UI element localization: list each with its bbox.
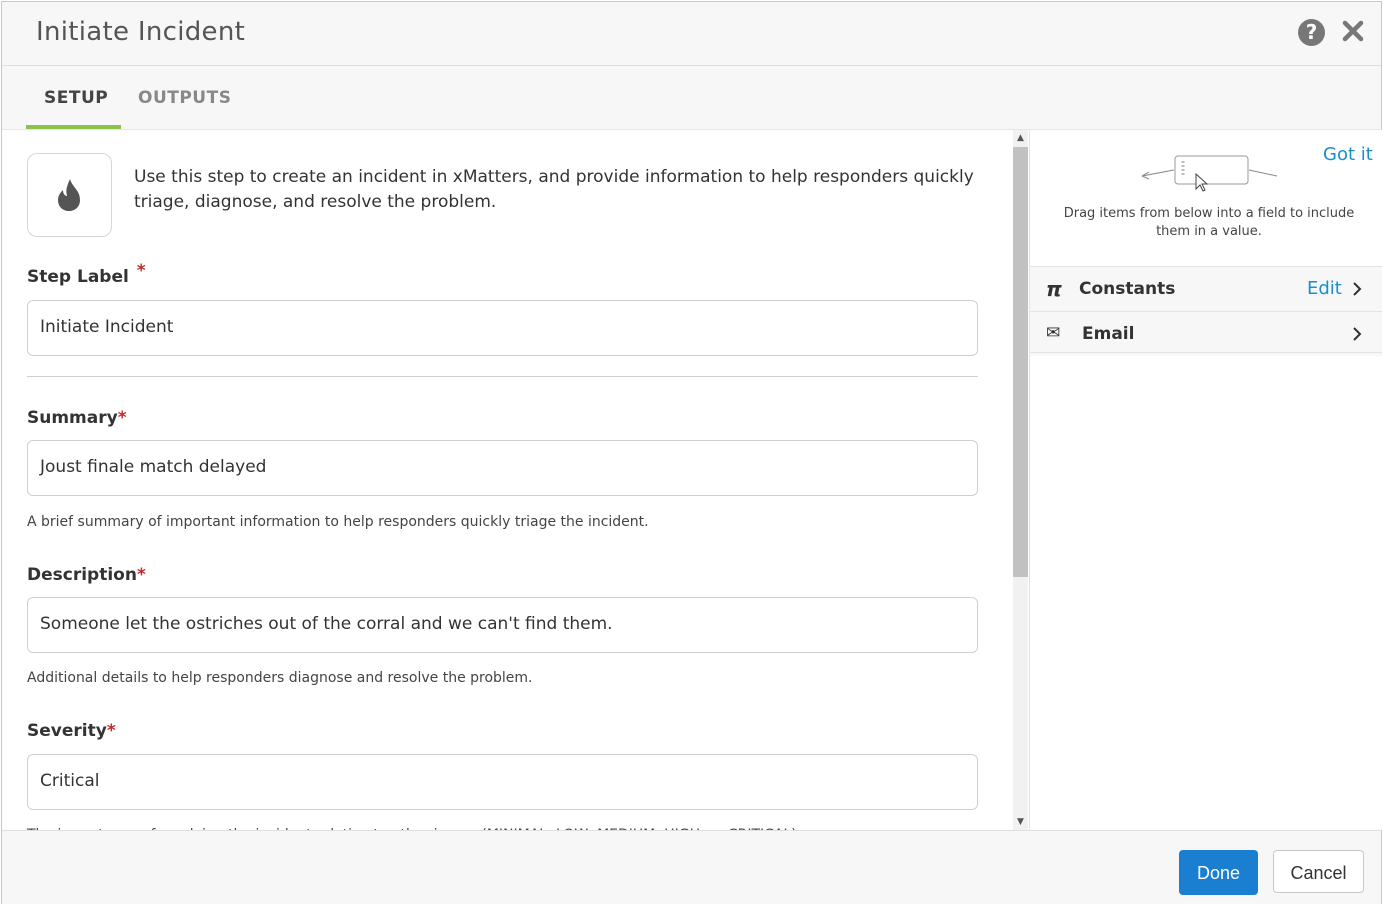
description-label: Description* bbox=[27, 565, 146, 585]
severity-value: Critical bbox=[40, 771, 100, 791]
dialog-header bbox=[2, 2, 1381, 66]
drag-items-panel bbox=[1029, 130, 1382, 830]
constants-label: Constants bbox=[1079, 279, 1176, 299]
step-icon-box bbox=[27, 153, 112, 237]
chevron-right-icon[interactable] bbox=[1350, 326, 1364, 342]
done-button[interactable]: Done bbox=[1179, 850, 1258, 895]
severity-field[interactable] bbox=[27, 754, 978, 810]
description-field[interactable] bbox=[27, 597, 978, 653]
severity-label: Severity* bbox=[27, 721, 116, 741]
description-hint: Additional details to help responders diagnose and resolve the problem. bbox=[27, 670, 533, 686]
initiate-incident-dialog bbox=[1, 1, 1382, 904]
email-label: Email bbox=[1082, 324, 1135, 344]
required-marker: * bbox=[136, 261, 146, 281]
scroll-up-icon[interactable]: ▲ bbox=[1017, 133, 1024, 143]
tab-bar bbox=[2, 66, 1381, 130]
active-tab-indicator bbox=[26, 125, 121, 129]
main-scrollbar[interactable] bbox=[1013, 130, 1028, 830]
section-divider bbox=[27, 376, 978, 377]
tab-setup[interactable]: SETUP bbox=[44, 88, 109, 108]
dialog-footer bbox=[2, 830, 1381, 904]
got-it-link[interactable]: Got it bbox=[1323, 144, 1373, 165]
description-value: Someone let the ostriches out of the corral and we can't find them. bbox=[40, 614, 613, 634]
drag-illustration-icon bbox=[1140, 154, 1280, 194]
required-marker: * bbox=[136, 565, 146, 585]
scroll-thumb[interactable] bbox=[1013, 147, 1028, 577]
summary-field[interactable] bbox=[27, 440, 978, 496]
fire-icon bbox=[28, 154, 111, 236]
pi-icon: π bbox=[1046, 277, 1062, 301]
email-section[interactable] bbox=[1030, 311, 1382, 356]
step-label-label: Step Label * bbox=[27, 261, 146, 287]
constants-section[interactable] bbox=[1030, 266, 1382, 311]
step-label-value: Initiate Incident bbox=[40, 317, 174, 337]
intro-text: Use this step to create an incident in xMatters, and provide information to help responders quickly triage, diagnose, and resolve the problem. bbox=[134, 167, 974, 212]
summary-label: Summary* bbox=[27, 408, 127, 428]
step-label-field[interactable] bbox=[27, 300, 978, 356]
help-icon[interactable]: ? bbox=[1298, 19, 1325, 46]
close-icon[interactable] bbox=[1340, 18, 1366, 44]
constants-edit-link[interactable]: Edit bbox=[1307, 278, 1342, 299]
summary-hint: A brief summary of important information to help responders quickly triage the incident. bbox=[27, 514, 649, 530]
setup-panel bbox=[2, 130, 1029, 830]
scroll-down-icon[interactable]: ▼ bbox=[1017, 817, 1024, 827]
summary-value: Joust finale match delayed bbox=[40, 457, 267, 477]
envelope-icon: ✉ bbox=[1046, 323, 1061, 343]
dialog-title: Initiate Incident bbox=[36, 17, 246, 47]
tab-outputs[interactable]: OUTPUTS bbox=[138, 88, 232, 108]
required-marker: * bbox=[117, 408, 127, 428]
chevron-right-icon[interactable] bbox=[1350, 281, 1364, 297]
cancel-button[interactable]: Cancel bbox=[1273, 850, 1364, 893]
required-marker: * bbox=[106, 721, 116, 741]
section-divider bbox=[1030, 352, 1382, 353]
drag-hint-text: Drag items from below into a field to include them in a value. bbox=[1063, 206, 1355, 239]
